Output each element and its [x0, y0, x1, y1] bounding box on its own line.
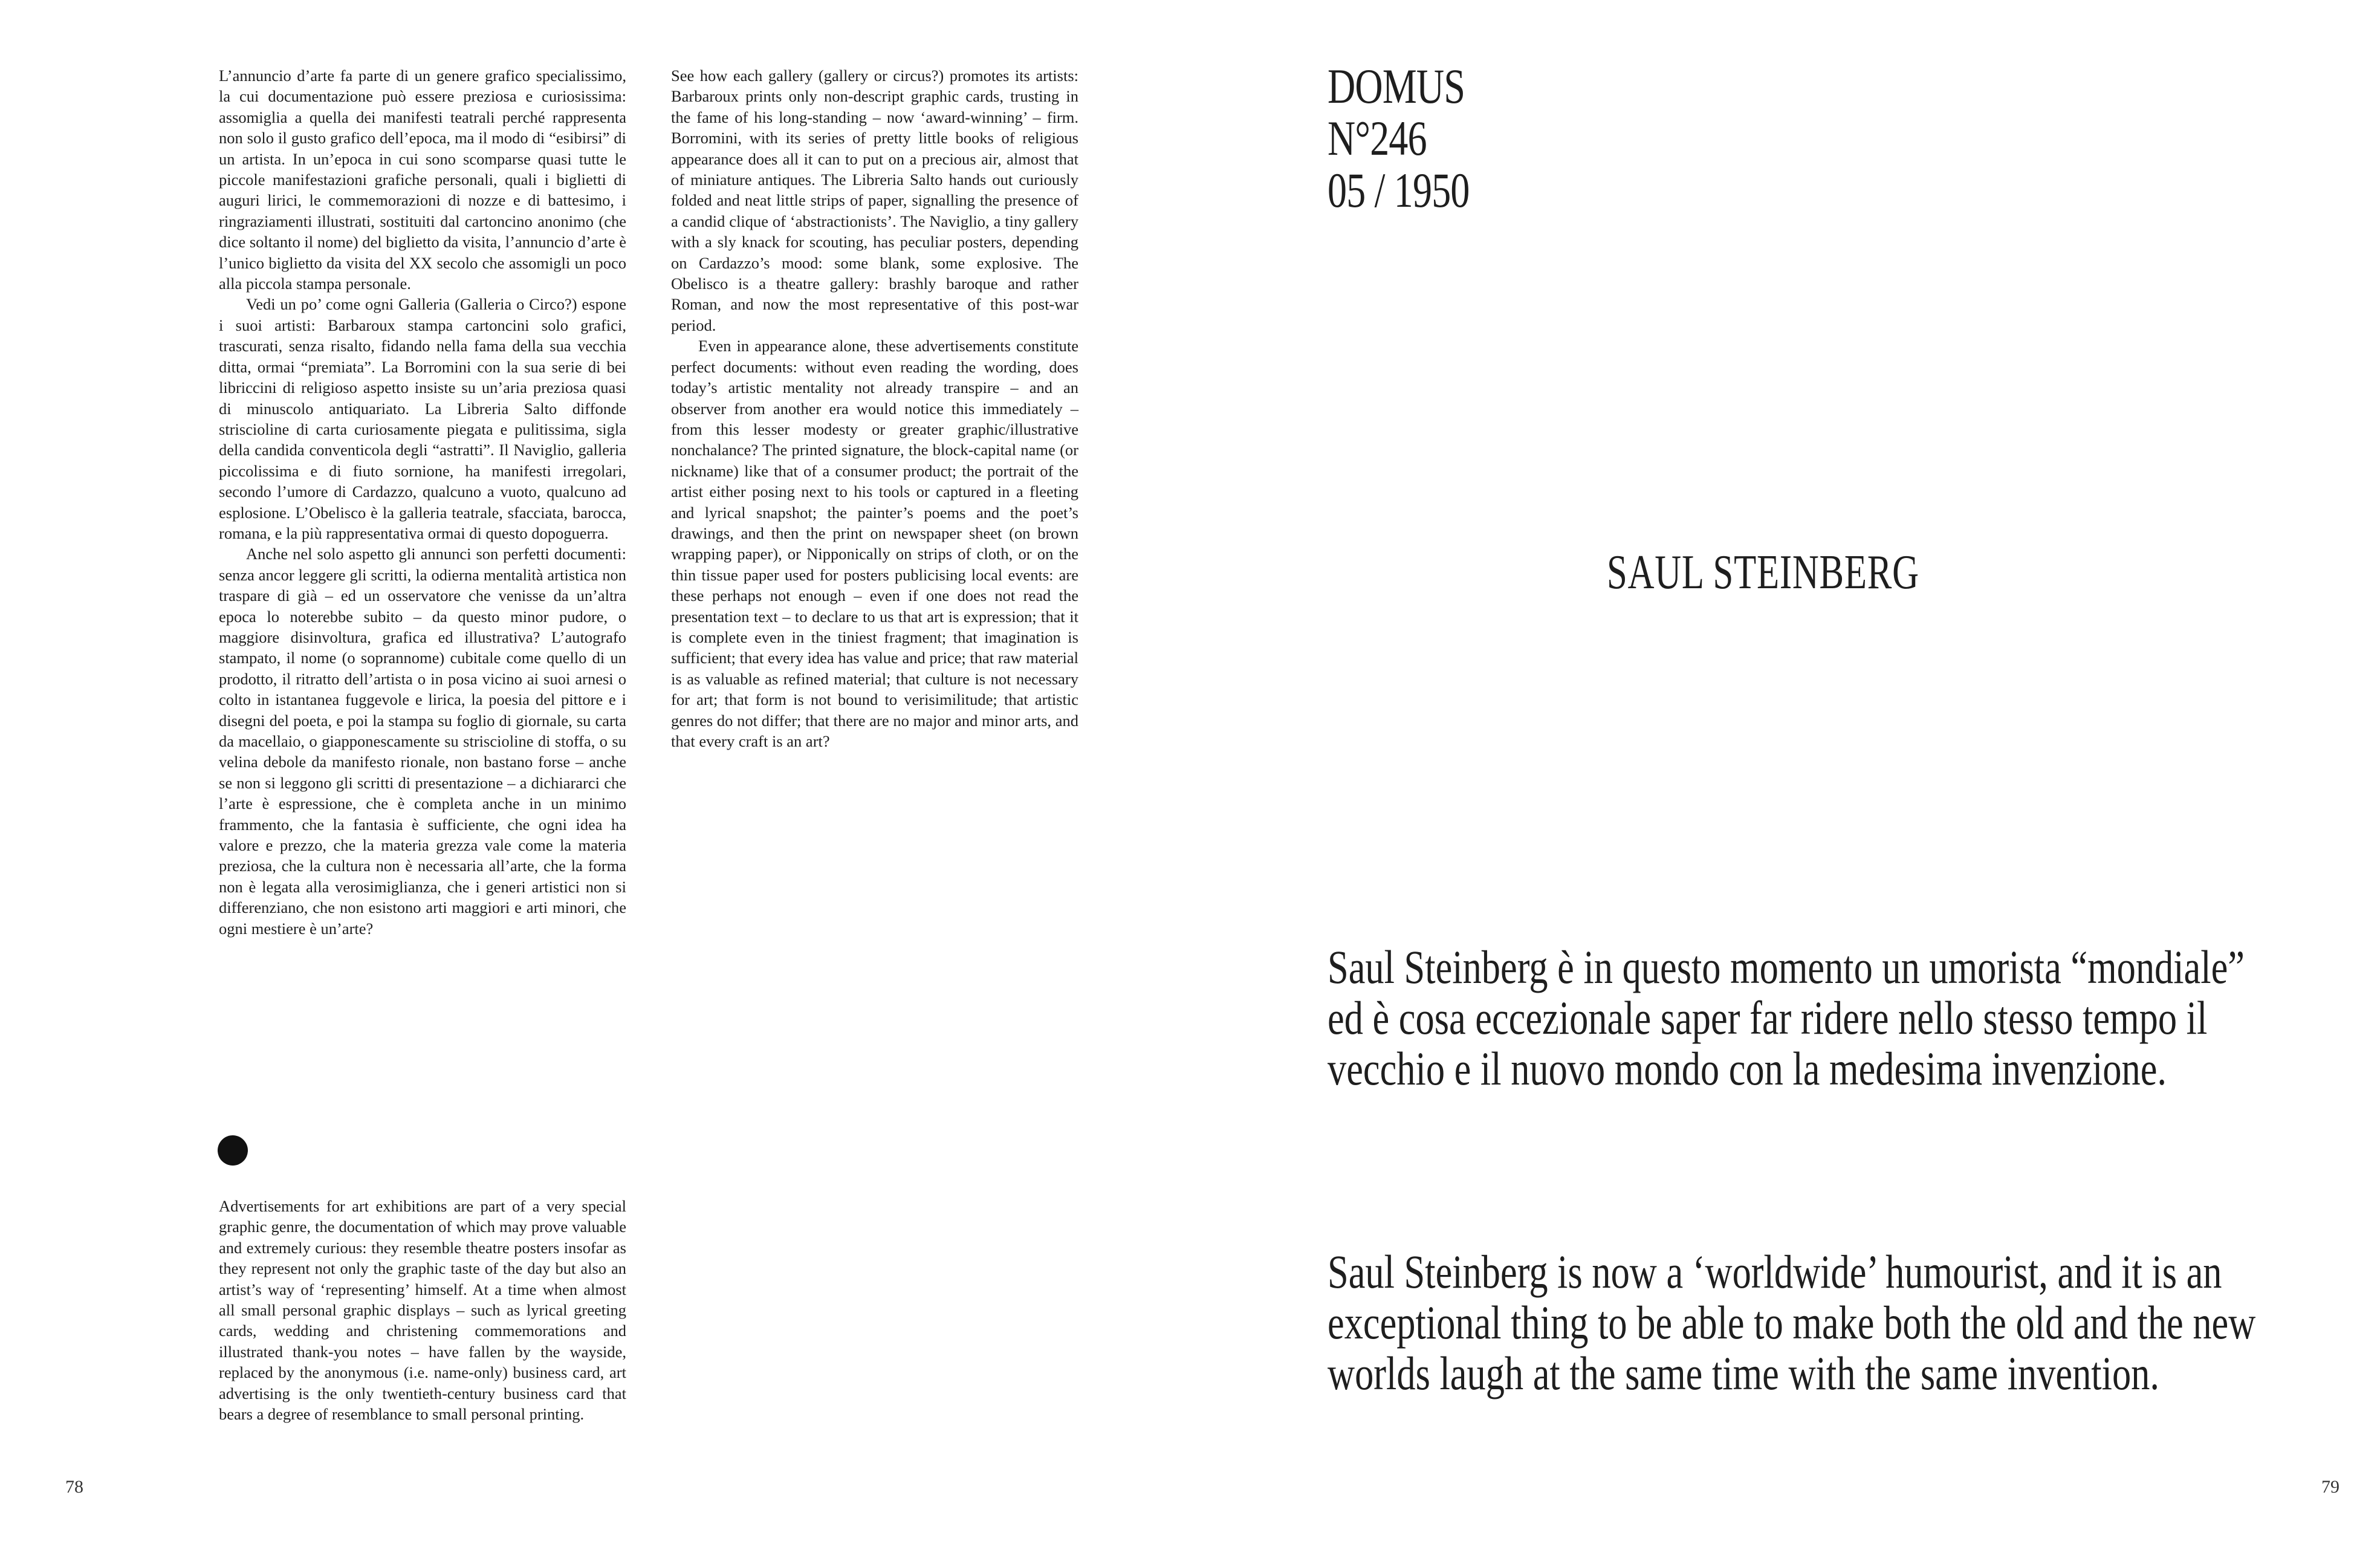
- italian-paragraph-1: L’annuncio d’arte fa parte di un genere grafico specialissimo, la cui documentazione può essere preziosa e curiosissima: assomiglia a quella dei manifesti teatrali perché rappresenta non solo il gusto grafico dell’epoca, ma il modo di “esibirsi” di un artista. In un’epoca in cui sono scomparse quasi tutte le piccole manifestazioni grafiche personali, quali i biglietti di auguri lirici, le commemorazioni di nozze e di battesimo, i ringraziamenti illustrati, sostituiti dal cartoncino anonimo (che dice soltanto il nome) del biglietto da visita, l’annuncio d’arte è l’unico biglietto da visita del XX secolo che assomigli un poco alla piccola stampa personale.: [219, 66, 626, 293]
- english-intro-column: [219, 1196, 626, 1424]
- page-number-left: 78: [65, 1477, 83, 1497]
- italian-paragraph-3: Anche nel solo aspetto gli annunci son perfetti documenti: senza ancor leggere gli scritti, la odierna mentalità artistica non traspare di già – ed un osservatore che venisse da un’altra epoca lo noterebbe subito – da questo minor pudore, o maggiore disinvoltura, grafica ed illustrativa? L’autografo stampato, il nome (o soprannome) cubitale come quello di un prodotto, il ritratto dell’artista o in posa vicino ai suoi arnesi o colto in istantanea fuggevole e lirica, la poesia del pittore e i disegni del poeta, e poi la stampa su foglio di giornale, su carta da macellaio, o giapponescamente su striscioline di stoffa, o su velina debole da manifesto rionale, non bastano forse – anche se non si leggono gli scritti di presentazione – a dichiararci che l’arte è espressione, che è completa anche in un minimo frammento, che la fantasia è sufficiente, che ogni idea ha valore e prezzo, che la materia grezza vale come la materia preziosa, che la cultura non è necessaria all’arte, che la forma non è legata alla verosimiglianza, che i generi artistici non si differenziano, che non esistono arti maggiori e arti minori, che ogni mestiere è un’arte?: [219, 545, 626, 938]
- masthead-title: DOMUS: [1328, 59, 1465, 114]
- english-paragraph-2: Even in appearance alone, these advertisements constitute perfect documents: without even reading the wording, does today’s artistic mentality not already transpire – and an observer from another era would notice this immediately – from this lesser modesty or greater graphic/illustrative nonchalance? The printed signature, the block-capital name (or nickname) like that of a consumer product; the portrait of the artist either posing next to his tools or captured in a fleeting and lyrical snapshot; the painter’s poems and the poet’s drawings, and then the print on newspaper sheet (on brown wrapping paper), or Nipponically on strips of cloth, or on the thin tissue paper used for posters publicising local events: are these perhaps not enough – even if one does not read the presentation text – to declare to us that art is expression; that it is complete even in the tiniest fragment; that imagination is sufficient; that every idea has value and price; that raw material is as valuable as refined material; that culture is not necessary for art; that form is not bound to verisimilitude; that artistic genres do not differ; that there are no major and minor arts, and that every craft is an art?: [671, 337, 1078, 750]
- italian-pull-quote: Saul Steinberg è in questo momento un umorista “mondiale” ed è cosa eccezionale saper far ridere nello stesso tempo il vecchio e il nuovo mondo con la medesima invenzione.: [1328, 941, 2245, 1095]
- page-number-right: 79: [2321, 1477, 2339, 1497]
- english-intro-paragraph: Advertisements for art exhibitions are part of a very special graphic genre, the documentation of which may prove valuable and extremely curious: they resemble theatre posters insofar as they represent not only the graphic taste of the day but also an artist’s way of ‘representing’ himself. At a time when almost all small personal graphic displays – such as lyrical greeting cards, wedding and christening commemorations and illustrated thank-you notes – have fallen by the wayside, replaced by the anonymous (i.e. name-only) business card, art advertising is the only twentieth-century business card that bears a degree of resemblance to small personal printing.: [219, 1197, 626, 1424]
- english-paragraph-1: See how each gallery (gallery or circus?) promotes its artists: Barbaroux prints only non-descript graphic cards, trusting in the fame of his long-standing – now ‘award-winning’ – firm. Borromini, with its series of pretty little books of religious appearance does all it can to put on a precious air, almost that of miniature antiques. The Libreria Salto hands out curiously folded and neat little strips of paper, signalling the presence of a candid clique of ‘abstractionists’. The Naviglio, a tiny gallery with a sly knack for scouting, has peculiar posters, depending on Cardazzo’s mood: some blank, some explosive. The Obelisco is a theatre gallery: brashly baroque and rather Roman, and now the most representative of this post-war period.: [671, 66, 1078, 334]
- english-pull-quote: Saul Steinberg is now a ‘worldwide’ humourist, and it is an exceptional thing to be able to make both the old and the new worlds laugh at the same time with the same invention.: [1328, 1245, 2256, 1399]
- masthead-issue: N°246: [1328, 111, 1427, 166]
- bullet-dot-icon: [218, 1135, 248, 1166]
- author-heading: SAUL STEINBERG: [1607, 546, 1919, 599]
- italian-paragraph-2: Vedi un po’ come ogni Galleria (Galleria o Circo?) espone i suoi artisti: Barbaroux stampa cartoncini solo grafici, trascurati, senza risalto, fidando nella fama della sua vecchia ditta, ormai “premiata”. La Borromini con la sua serie di bei libriccini di religioso aspetto insiste su un’aria preziosa quasi di minuscolo antiquariato. La Libreria Salto diffonde striscioline di carta curiosamente piegata e pulitissima, sigla della candida conventicola degli “astratti”. Il Naviglio, galleria piccolissima e di fiuto sornione, ha manifesti irregolari, secondo l’umore di Cardazzo, qualcuno a vuoto, qualcuno ad esplosione. L’Obelisco è la galleria teatrale, sfacciata, barocca, romana, e la più rappresentativa ormai di questo dopoguerra.: [219, 295, 626, 542]
- italian-text-column: [219, 65, 626, 939]
- masthead: [1328, 60, 1470, 216]
- english-text-column: [671, 65, 1078, 751]
- masthead-date: 05 / 1950: [1328, 163, 1470, 218]
